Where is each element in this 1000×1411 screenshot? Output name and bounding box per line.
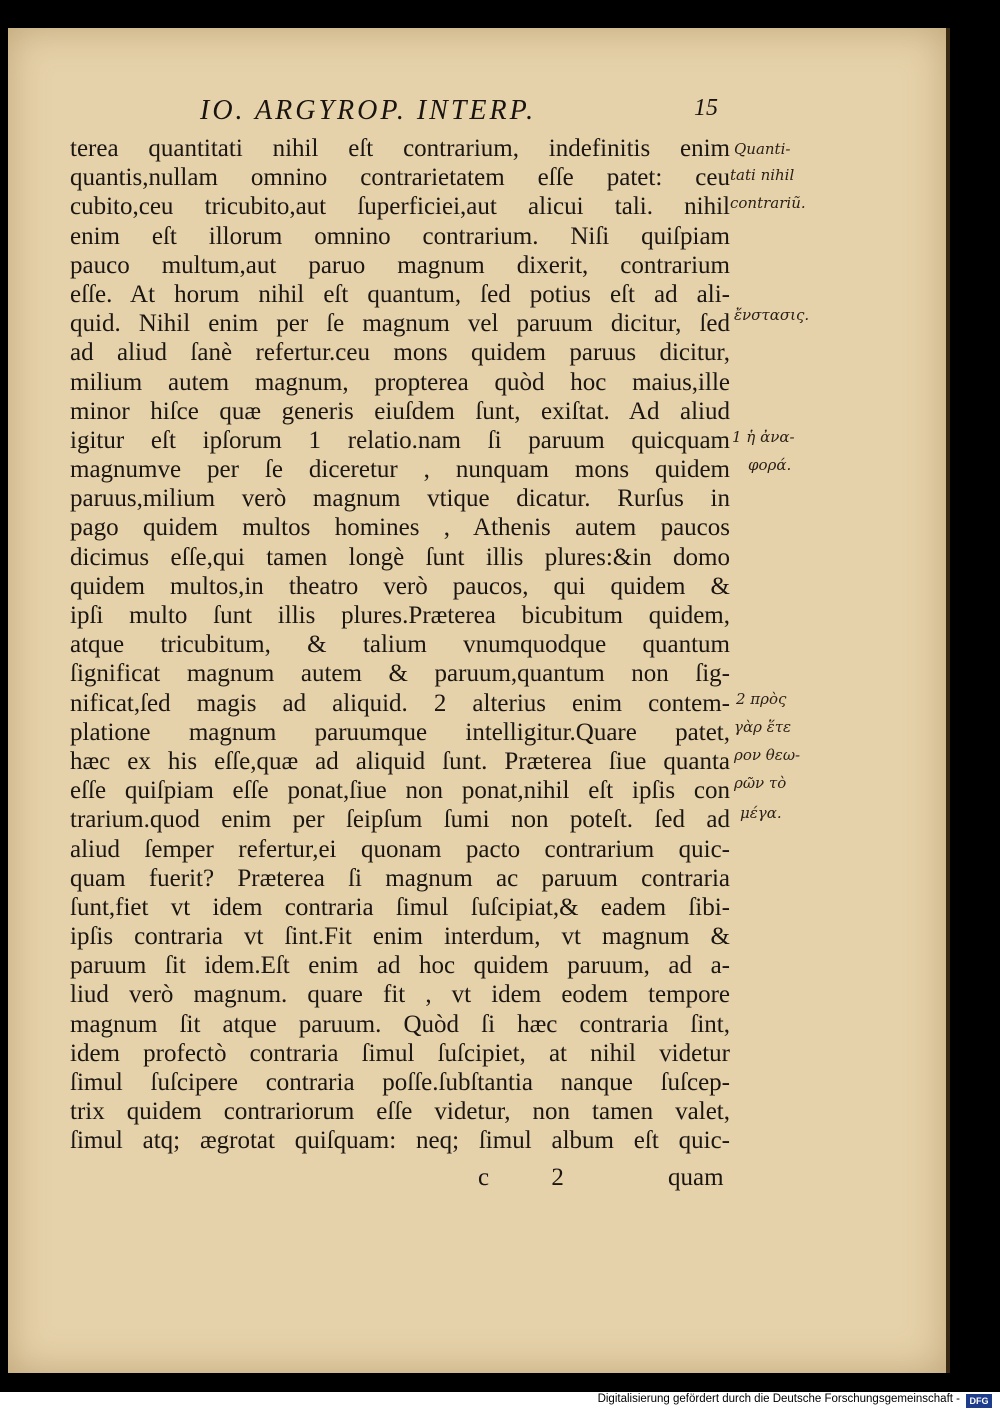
text-line: quantis,nullam omnino contrarietatem eſſe patet: ceu [70, 164, 730, 192]
marginal-note: 2 πρὸς [736, 690, 787, 708]
marginal-note: ρῶν τὸ [734, 774, 787, 792]
marginal-note: ἔνστασις. [734, 306, 810, 324]
text-line: trix quidem contrariorum eſſe videtur, non tamen valet, [70, 1098, 730, 1126]
text-line: eſſe quiſpiam eſſe ponat,ſiue non ponat,nihil eſt ipſis con [70, 777, 730, 805]
text-line: ipſi multo ſunt illis plures.Præterea bicubitum quidem, [70, 602, 730, 629]
text-line: terea quantitati nihil eſt contrarium, indefinitis enim [70, 135, 730, 162]
marginal-note: ρον θεω- [734, 746, 801, 764]
text-line: quid. Nihil enim per ſe magnum vel paruum dicitur, ſed [70, 310, 730, 338]
marginal-note: tati nihil [730, 166, 795, 184]
text-line: cubito,ceu tricubito,aut ſuperficiei,aut alicui tali. nihil [70, 193, 730, 221]
text-line: quidem multos,in theatro verò paucos, qui quidem & [70, 572, 730, 600]
text-line: magnum ſit atque paruum. Quòd ſi hæc contraria ſint, [70, 1010, 730, 1038]
text-line: pago quidem multos homines , Athenis autem paucos [70, 514, 730, 542]
dfg-logo[interactable]: DFG [966, 1394, 992, 1408]
text-line: ſunt,fiet vt idem contraria ſimul ſuſcipiat,& eadem ſibi- [70, 893, 730, 921]
text-line: quam fuerit? Præterea ſi magnum ac paruum contraria [70, 864, 730, 892]
text-line: pauco multum,aut paruo magnum dixerit, contrarium [70, 251, 730, 279]
text-line: hæc ex his eſſe,quæ ad aliquid ſunt. Præterea ſiue quanta [70, 747, 730, 775]
main-text-block [70, 134, 730, 1156]
catchword: quam [668, 1164, 724, 1191]
text-line: trarium.quod enim per ſeipſum ſumi non poteſt. ſed ad [70, 806, 730, 834]
funding-notice: Digitalisierung gefördert durch die Deutsche Forschungsgemeinschaft - [597, 1393, 960, 1405]
text-line: magnumve per ſe diceretur , nunquam mons quidem [70, 456, 730, 484]
text-line: idem profectò contraria ſimul ſuſcipiet, at nihil videtur [70, 1039, 730, 1067]
text-line: enim eſt illorum omnino contrarium. Niſi quiſpiam [70, 222, 730, 250]
page-edge-shadow [946, 28, 950, 1373]
text-line: ſignificat magnum autem & paruum,quantum non ſig- [70, 660, 730, 688]
marginal-note: γὰρ ἕτε [734, 718, 792, 736]
running-head [200, 95, 740, 131]
signature-mark: c 2 [478, 1164, 592, 1191]
marginal-note: 1 ἡ ἀνα- [732, 428, 795, 446]
running-title: IO. ARGYROP. INTERP. [200, 95, 537, 126]
marginal-note: μέγα. [740, 804, 782, 822]
text-line: milium autem magnum, propterea quòd hoc maius,ille [70, 368, 730, 396]
digitization-footer [0, 1392, 1000, 1411]
marginal-note: φορά. [748, 456, 792, 474]
text-line: ipſis contraria vt ſint.Fit enim interdum, vt magnum & [70, 923, 730, 951]
text-line: ſimul atq; ægrotat quiſquam: neq; ſimul album eſt quic- [70, 1127, 730, 1155]
text-line: igitur eſt ipſorum 1 relatio.nam ſi paruum quicquam [70, 426, 730, 454]
text-line: liud verò magnum. quare fit , vt idem eodem tempore [70, 981, 730, 1009]
text-line: dicimus eſſe,qui tamen longè ſunt illis plures:&in domo [70, 543, 730, 571]
text-line: minor hiſce quæ generis eiuſdem ſunt, exiſtat. Ad aliud [70, 397, 730, 425]
marginal-note: contrariũ. [730, 194, 806, 212]
text-line: platione magnum paruumque intelligitur.Quare patet, [70, 718, 730, 746]
text-line: paruum ſit idem.Eſt enim ad hoc quidem paruum, ad a- [70, 952, 730, 980]
text-line: eſſe. At horum nihil eſt quantum, ſed potius eſt ad ali- [70, 280, 730, 308]
text-line: paruus,milium verò magnum vtique dicatur. Rurſus in [70, 485, 730, 513]
text-line: ad aliud ſanè refertur.ceu mons quidem paruus dicitur, [70, 339, 730, 367]
text-line: nificat,ſed magis ad aliquid. 2 alterius enim contem- [70, 689, 730, 717]
text-line: ſimul ſuſcipere contraria poſſe.ſubſtantia nanque ſuſcep- [70, 1069, 730, 1096]
text-line: atque tricubitum, & talium vnumquodque quantum [70, 631, 730, 659]
text-line: aliud ſemper refertur,ei quonam pacto contrarium quic- [70, 835, 730, 863]
folio-number: 15 [694, 95, 718, 121]
marginal-note: Quanti- [734, 140, 791, 158]
